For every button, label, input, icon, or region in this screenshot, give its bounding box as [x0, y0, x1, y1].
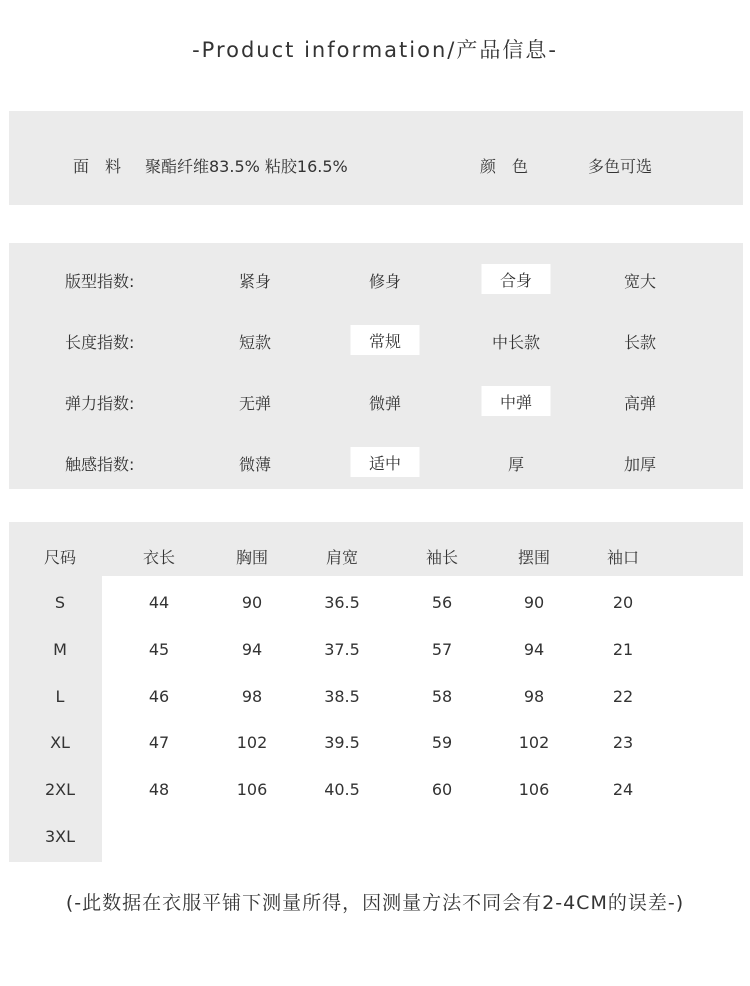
- size-table-cell: 102: [518, 733, 550, 753]
- size-label: L: [55, 686, 65, 706]
- size-label: M: [53, 639, 67, 659]
- size-label: 2XL: [44, 780, 76, 800]
- measurement-note: (-此数据在衣服平铺下测量所得，因测量方法不同会有2-4CM的误差-): [65, 892, 685, 914]
- color-label: 颜 色: [480, 157, 529, 176]
- size-table-header: 肩宽: [325, 548, 359, 567]
- index-option: 微薄: [238, 455, 272, 474]
- size-table-cell: 46: [148, 686, 170, 706]
- size-table-cell: 59: [431, 733, 453, 753]
- index-option: 微弹: [368, 394, 402, 413]
- material-label: 面 料: [73, 157, 122, 176]
- size-table-cell: 21: [612, 639, 634, 659]
- size-table-cell: 90: [523, 593, 545, 612]
- size-table-cell: 47: [148, 733, 170, 753]
- size-table-cell: 40.5: [324, 780, 360, 800]
- size-table-cell: 22: [612, 686, 634, 706]
- index-option-selected: 合身: [482, 264, 551, 294]
- size-table-cell: 37.5: [324, 639, 360, 659]
- size-table-header: 袖长: [425, 548, 459, 567]
- index-label: 版型指数:: [65, 272, 135, 291]
- index-option-selected: 常规: [351, 325, 420, 355]
- size-table-cell: 36.5: [324, 593, 360, 612]
- size-label: S: [54, 593, 66, 612]
- size-table-cell: 48: [148, 780, 170, 800]
- size-table-header: 摆围: [517, 548, 551, 567]
- size-table-cell: 39.5: [324, 733, 360, 753]
- size-table-cell: 38.5: [324, 686, 360, 706]
- size-table-cell: 57: [431, 639, 453, 659]
- size-table-cell: 23: [612, 733, 634, 753]
- index-option: 厚: [507, 455, 525, 474]
- size-table-cell: 56: [431, 593, 453, 612]
- size-table-cell: 20: [612, 593, 634, 612]
- index-option: 紧身: [238, 272, 272, 291]
- size-table-cell: 98: [523, 686, 545, 706]
- size-table-cell: 94: [523, 639, 545, 659]
- size-table-cell: 45: [148, 639, 170, 659]
- size-column-band: [9, 576, 102, 862]
- index-label: 触感指数:: [65, 455, 135, 474]
- size-table-cell: 102: [236, 733, 268, 753]
- size-table-cell: 90: [241, 593, 263, 612]
- size-table-cell: 98: [241, 686, 263, 706]
- size-table-cell: 106: [518, 780, 550, 800]
- index-option: 无弹: [238, 394, 272, 413]
- index-option: 中长款: [491, 333, 541, 352]
- size-table-cell: 60: [431, 780, 453, 800]
- index-option-selected: 中弹: [482, 386, 551, 416]
- index-label: 弹力指数:: [65, 394, 135, 413]
- index-option-selected: 适中: [351, 447, 420, 477]
- size-label: XL: [50, 733, 70, 753]
- index-option: 短款: [238, 333, 272, 352]
- index-option: 长款: [623, 333, 657, 352]
- index-option: 加厚: [623, 455, 657, 474]
- page-title: -Product information/产品信息-: [192, 38, 558, 62]
- size-label: 3XL: [44, 827, 76, 846]
- size-table-cell: 106: [236, 780, 268, 800]
- size-table-cell: 58: [431, 686, 453, 706]
- color-value: 多色可选: [588, 157, 653, 176]
- index-option: 宽大: [623, 272, 657, 291]
- size-table-cell: 24: [612, 780, 634, 800]
- size-table-header: 袖口: [606, 548, 640, 567]
- index-option: 高弹: [623, 394, 657, 413]
- size-table-header: 衣长: [142, 548, 176, 567]
- size-table-header: 胸围: [235, 548, 269, 567]
- index-option: 修身: [368, 272, 402, 291]
- index-label: 长度指数:: [65, 333, 135, 352]
- size-table-cell: 44: [148, 593, 170, 612]
- size-table-header: 尺码: [43, 548, 77, 567]
- size-table-cell: 94: [241, 639, 263, 659]
- material-value: 聚酯纤维83.5% 粘胶16.5%: [145, 157, 348, 176]
